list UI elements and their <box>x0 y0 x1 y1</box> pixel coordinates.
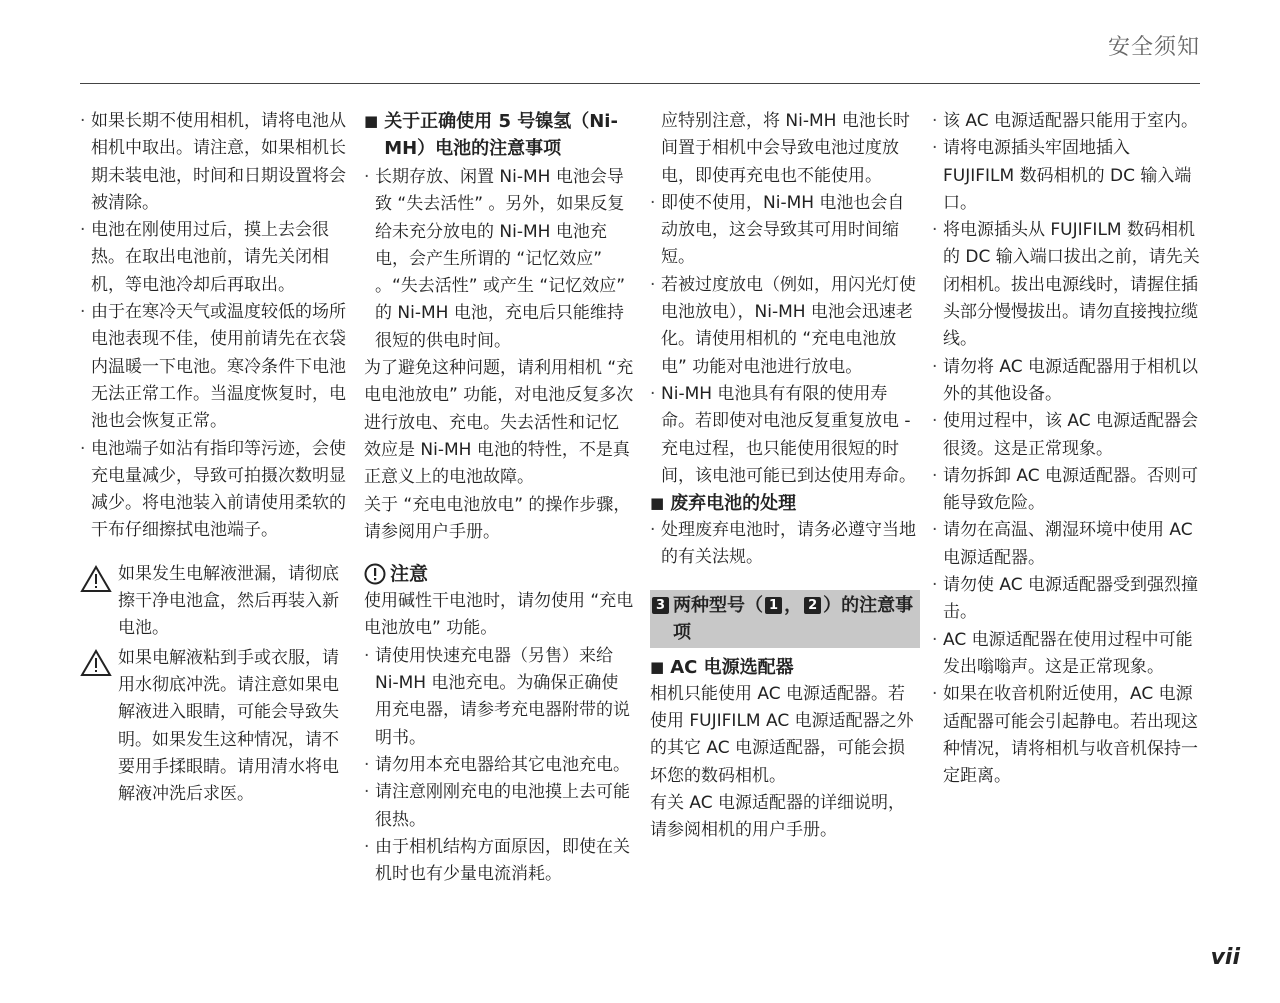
header-rule <box>80 83 1200 84</box>
warning-block <box>80 561 350 643</box>
list-item: · 若被过度放电（例如，用闪光灯使电池放电），Ni-MH 电池会迅速老化。请使用相机的 “充电电池放电” 功能对电池进行放电。 <box>650 272 920 381</box>
caution-heading: 注意 <box>364 560 634 588</box>
nimh-more-list <box>650 190 920 490</box>
list-item: · 请勿使 AC 电源适配器受到强烈撞击。 <box>932 572 1202 627</box>
list-item: · 请勿在高温、潮湿环境中使用 AC 电源适配器。 <box>932 517 1202 572</box>
square-bullet-icon: ■ <box>364 112 379 130</box>
column-2 <box>364 108 634 888</box>
list-item: · 电池端子如沾有指印等污迹，会使充电量减少，导致可拍摄次数明显减少。将电池装入前请使用柔软的干布仔细擦拭电池端子。 <box>80 436 350 545</box>
model-2-badge: 2 <box>804 597 821 614</box>
list-item: · 长期存放、闲置 Ni-MH 电池会导致 “失去活性” 。另外，如果反复给未充分放电的 Ni-MH 电池充电，会产生所谓的 “记忆效应” 。“失去活性” 或产生 “记忆效应” 的 Ni-MH 电池，充电后只能维持很短的供电时间。 <box>364 164 634 355</box>
disposal-list <box>650 517 920 572</box>
square-bullet-icon: ■ <box>650 657 665 676</box>
section-banner: 3 两种型号（ 1 ， 2 ）的注意事项 <box>650 590 920 648</box>
continued-text: 应特别注意，将 Ni-MH 电池长时间置于相机中会导致电池过度放电，即使再充电也不能使用。 <box>661 111 910 186</box>
list-item: · 请勿用本充电器给其它电池充电。 <box>364 752 634 779</box>
square-bullet-icon: ■ <box>650 494 665 513</box>
paragraph: 有关 AC 电源适配器的详细说明，请参阅相机的用户手册。 <box>650 792 906 841</box>
warning-triangle-icon <box>80 645 118 686</box>
list-item: · 即使不使用，Ni-MH 电池也会自动放电，这会导致其可用时间缩短。 <box>650 190 920 272</box>
list-item: · 使用过程中，该 AC 电源适配器会很烫。这是正常现象。 <box>932 408 1202 463</box>
paragraph: 为了避免这种问题，请利用相机 “充电电池放电” 功能，对电池反复多次进行放电、充电。失去活性和记忆效应是 Ni-MH 电池的特性，不是真正意义上的电池故障。 <box>364 358 634 488</box>
warning-triangle-icon <box>80 561 118 602</box>
list-item: · AC 电源适配器在使用过程中可能发出嗡嗡声。这是正常现象。 <box>932 627 1202 682</box>
nimh-list <box>364 164 634 355</box>
column-1 <box>80 108 350 808</box>
section-number-badge: 3 <box>652 597 669 614</box>
list-item: · 电池在刚使用过后，摸上去会很热。在取出电池前，请先关闭相机，等电池冷却后再取出。 <box>80 217 350 299</box>
list-item: · 请勿拆卸 AC 电源适配器。否则可能导致危险。 <box>932 463 1202 518</box>
page-header-title: 安全须知 <box>1107 35 1200 60</box>
column-4 <box>932 108 1202 790</box>
section-heading: ■ AC 电源选配器 <box>650 654 920 681</box>
column-3 <box>650 108 920 845</box>
page-number: vii <box>1210 945 1240 970</box>
charger-list <box>364 643 634 889</box>
section-heading: ■ 关于正确使用 5 号镍氢（Ni-MH）电池的注意事项 <box>364 108 634 162</box>
paragraph: 相机只能使用 AC 电源适配器。若使用 FUJIFILM AC 电源适配器之外的其它 AC 电源适配器，可能会损坏您的数码相机。 <box>650 683 914 786</box>
caution-text: 使用碱性干电池时，请勿使用 “充电电池放电” 功能。 <box>364 591 634 639</box>
list-item: · Ni-MH 电池具有有限的使用寿命。若即使对电池反复重复放电 - 充电过程，也只能使用很短的时间，该电池可能已到达使用寿命。 <box>650 381 920 490</box>
paragraph: 关于 “充电电池放电” 的操作步骤，请参阅用户手册。 <box>364 494 631 542</box>
list-item: · 请勿将 AC 电源适配器用于相机以外的其他设备。 <box>932 354 1202 409</box>
warning-block <box>80 645 350 809</box>
list-item: · 如果在收音机附近使用，AC 电源适配器可能会引起静电。若出现这种情况，请将相机与收音机保持一定距离。 <box>932 681 1202 790</box>
list-item: · 请使用快速充电器（另售）来给 Ni-MH 电池充电。为确保正确使用充电器，请参考充电器附带的说明书。 <box>364 643 634 752</box>
list-item: · 由于在寒冷天气或温度较低的场所电池表现不佳，使用前请先在衣袋内温暖一下电池。寒冷条件下电池无法正常工作。当温度恢复时，电池也会恢复正常。 <box>80 299 350 435</box>
section-heading: ■ 废弃电池的处理 <box>650 490 920 517</box>
list-item: · 该 AC 电源适配器只能用于室内。 <box>932 108 1202 135</box>
battery-tips-list <box>80 108 350 545</box>
list-item: · 由于相机结构方面原因，即使在关机时也有少量电流消耗。 <box>364 834 634 889</box>
ac-adapter-list <box>932 108 1202 790</box>
list-item: · 将电源插头从 FUJIFILM 数码相机的 DC 输入端口拔出之前，请先关闭相机。拔出电源线时，请握住插头部分慢慢拔出。请勿直接拽拉缆线。 <box>932 217 1202 353</box>
warning-text: 如果电解液粘到手或衣服，请用水彻底冲洗。请注意如果电解液进入眼睛，可能会导致失明。如果发生这种情况，请不要用手揉眼睛。请用清水将电解液冲洗后求医。 <box>118 647 339 805</box>
list-item: · 如果长期不使用相机，请将电池从相机中取出。请注意，如果相机长期未装电池，时间和日期设置将会被清除。 <box>80 108 350 217</box>
model-1-badge: 1 <box>765 597 782 614</box>
list-item: · 请将电源插头牢固地插入 FUJIFILM 数码相机的 DC 输入端口。 <box>932 135 1202 217</box>
list-item: · 处理废弃电池时，请务必遵守当地的有关法规。 <box>650 517 920 572</box>
warning-text: 如果发生电解液泄漏，请彻底擦干净电池盒，然后再装入新电池。 <box>118 563 339 639</box>
list-item: · 请注意刚刚充电的电池摸上去可能很热。 <box>364 779 634 834</box>
caution-circle-icon <box>364 563 386 585</box>
